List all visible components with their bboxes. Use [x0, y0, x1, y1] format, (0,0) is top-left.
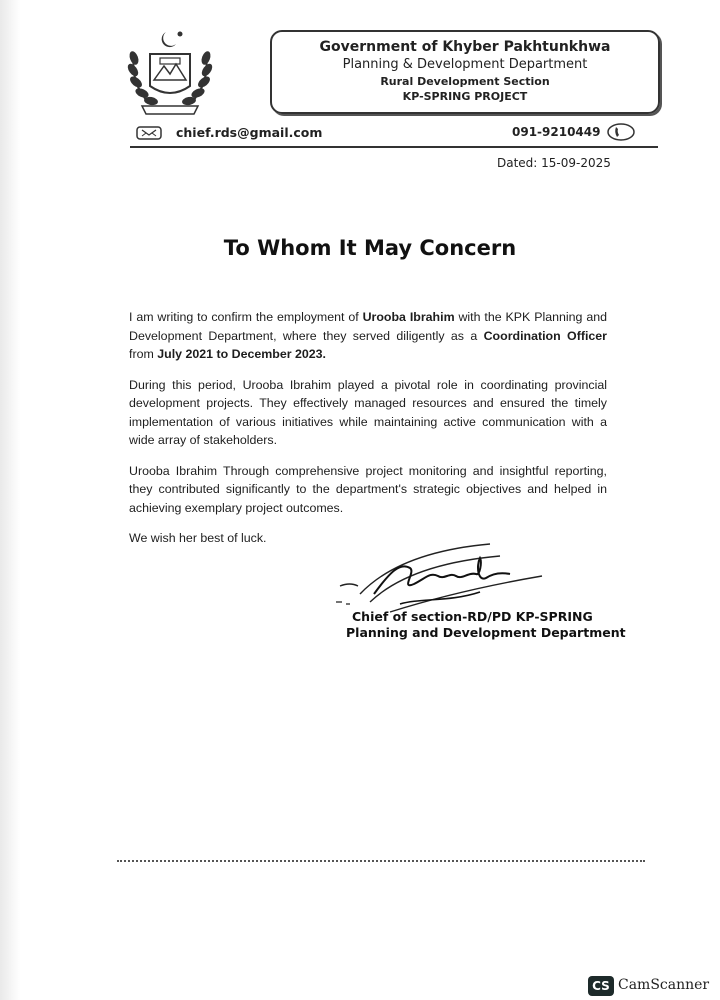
- paragraph-employment: [129, 308, 607, 364]
- scan-edge-shadow: [0, 0, 20, 1000]
- employment-period: July 2021 to December 2023.: [157, 347, 326, 361]
- signatory-department: Planning and Development Department: [346, 625, 626, 640]
- letter-body: [129, 308, 607, 560]
- paragraph-responsibilities: During this period, Urooba Ibrahim played a pivotal role in coordinating provincial development projects. They effectively managed resources and ensured the timely implementation of various initiatives while maintaining active communication with a wide array of stakeholders.: [129, 377, 607, 447]
- letterhead-box: [270, 30, 660, 114]
- p1-text-3: from: [129, 347, 158, 361]
- provincial-emblem-icon: [120, 24, 220, 116]
- project-name: KP-SPRING PROJECT: [402, 90, 528, 103]
- camscanner-badge: CS: [588, 976, 614, 996]
- signatory-title: Chief of section-RD/PD KP-SPRING: [352, 609, 593, 624]
- letter-date: Dated: 15-09-2025: [497, 156, 611, 170]
- letter-title: To Whom It May Concern: [223, 236, 517, 260]
- p1-text-2: with the KPK Planning and Development Department, where they served diligently as a: [129, 310, 607, 343]
- employee-name: Urooba Ibrahim: [362, 310, 455, 324]
- employee-role: Coordination Officer: [483, 328, 607, 343]
- camscanner-label: CamScanner: [618, 977, 710, 993]
- phone-number: 091-9210449: [512, 125, 601, 139]
- contact-row: [130, 122, 640, 144]
- section-name: Rural Development Section: [380, 75, 550, 88]
- department-name: Planning & Development Department: [342, 57, 588, 72]
- envelope-icon: [136, 126, 162, 140]
- closing-line: We wish her best of luck.: [129, 531, 267, 545]
- telephone-icon: [606, 122, 636, 142]
- email-address: chief.rds@gmail.com: [176, 125, 323, 140]
- camscanner-watermark: [588, 976, 718, 998]
- paragraph-contributions: Urooba Ibrahim Through comprehensive project monitoring and insightful reporting, they contributed significantly to the department's strategic objectives and helped in achieving exemplary project outcomes.: [129, 463, 607, 515]
- government-name: Government of Khyber Pakhtunkhwa: [319, 39, 611, 55]
- header-divider: [130, 146, 658, 148]
- footer-dotted-line: [117, 860, 645, 862]
- p1-text-1: I am writing to confirm the employment of: [129, 310, 363, 324]
